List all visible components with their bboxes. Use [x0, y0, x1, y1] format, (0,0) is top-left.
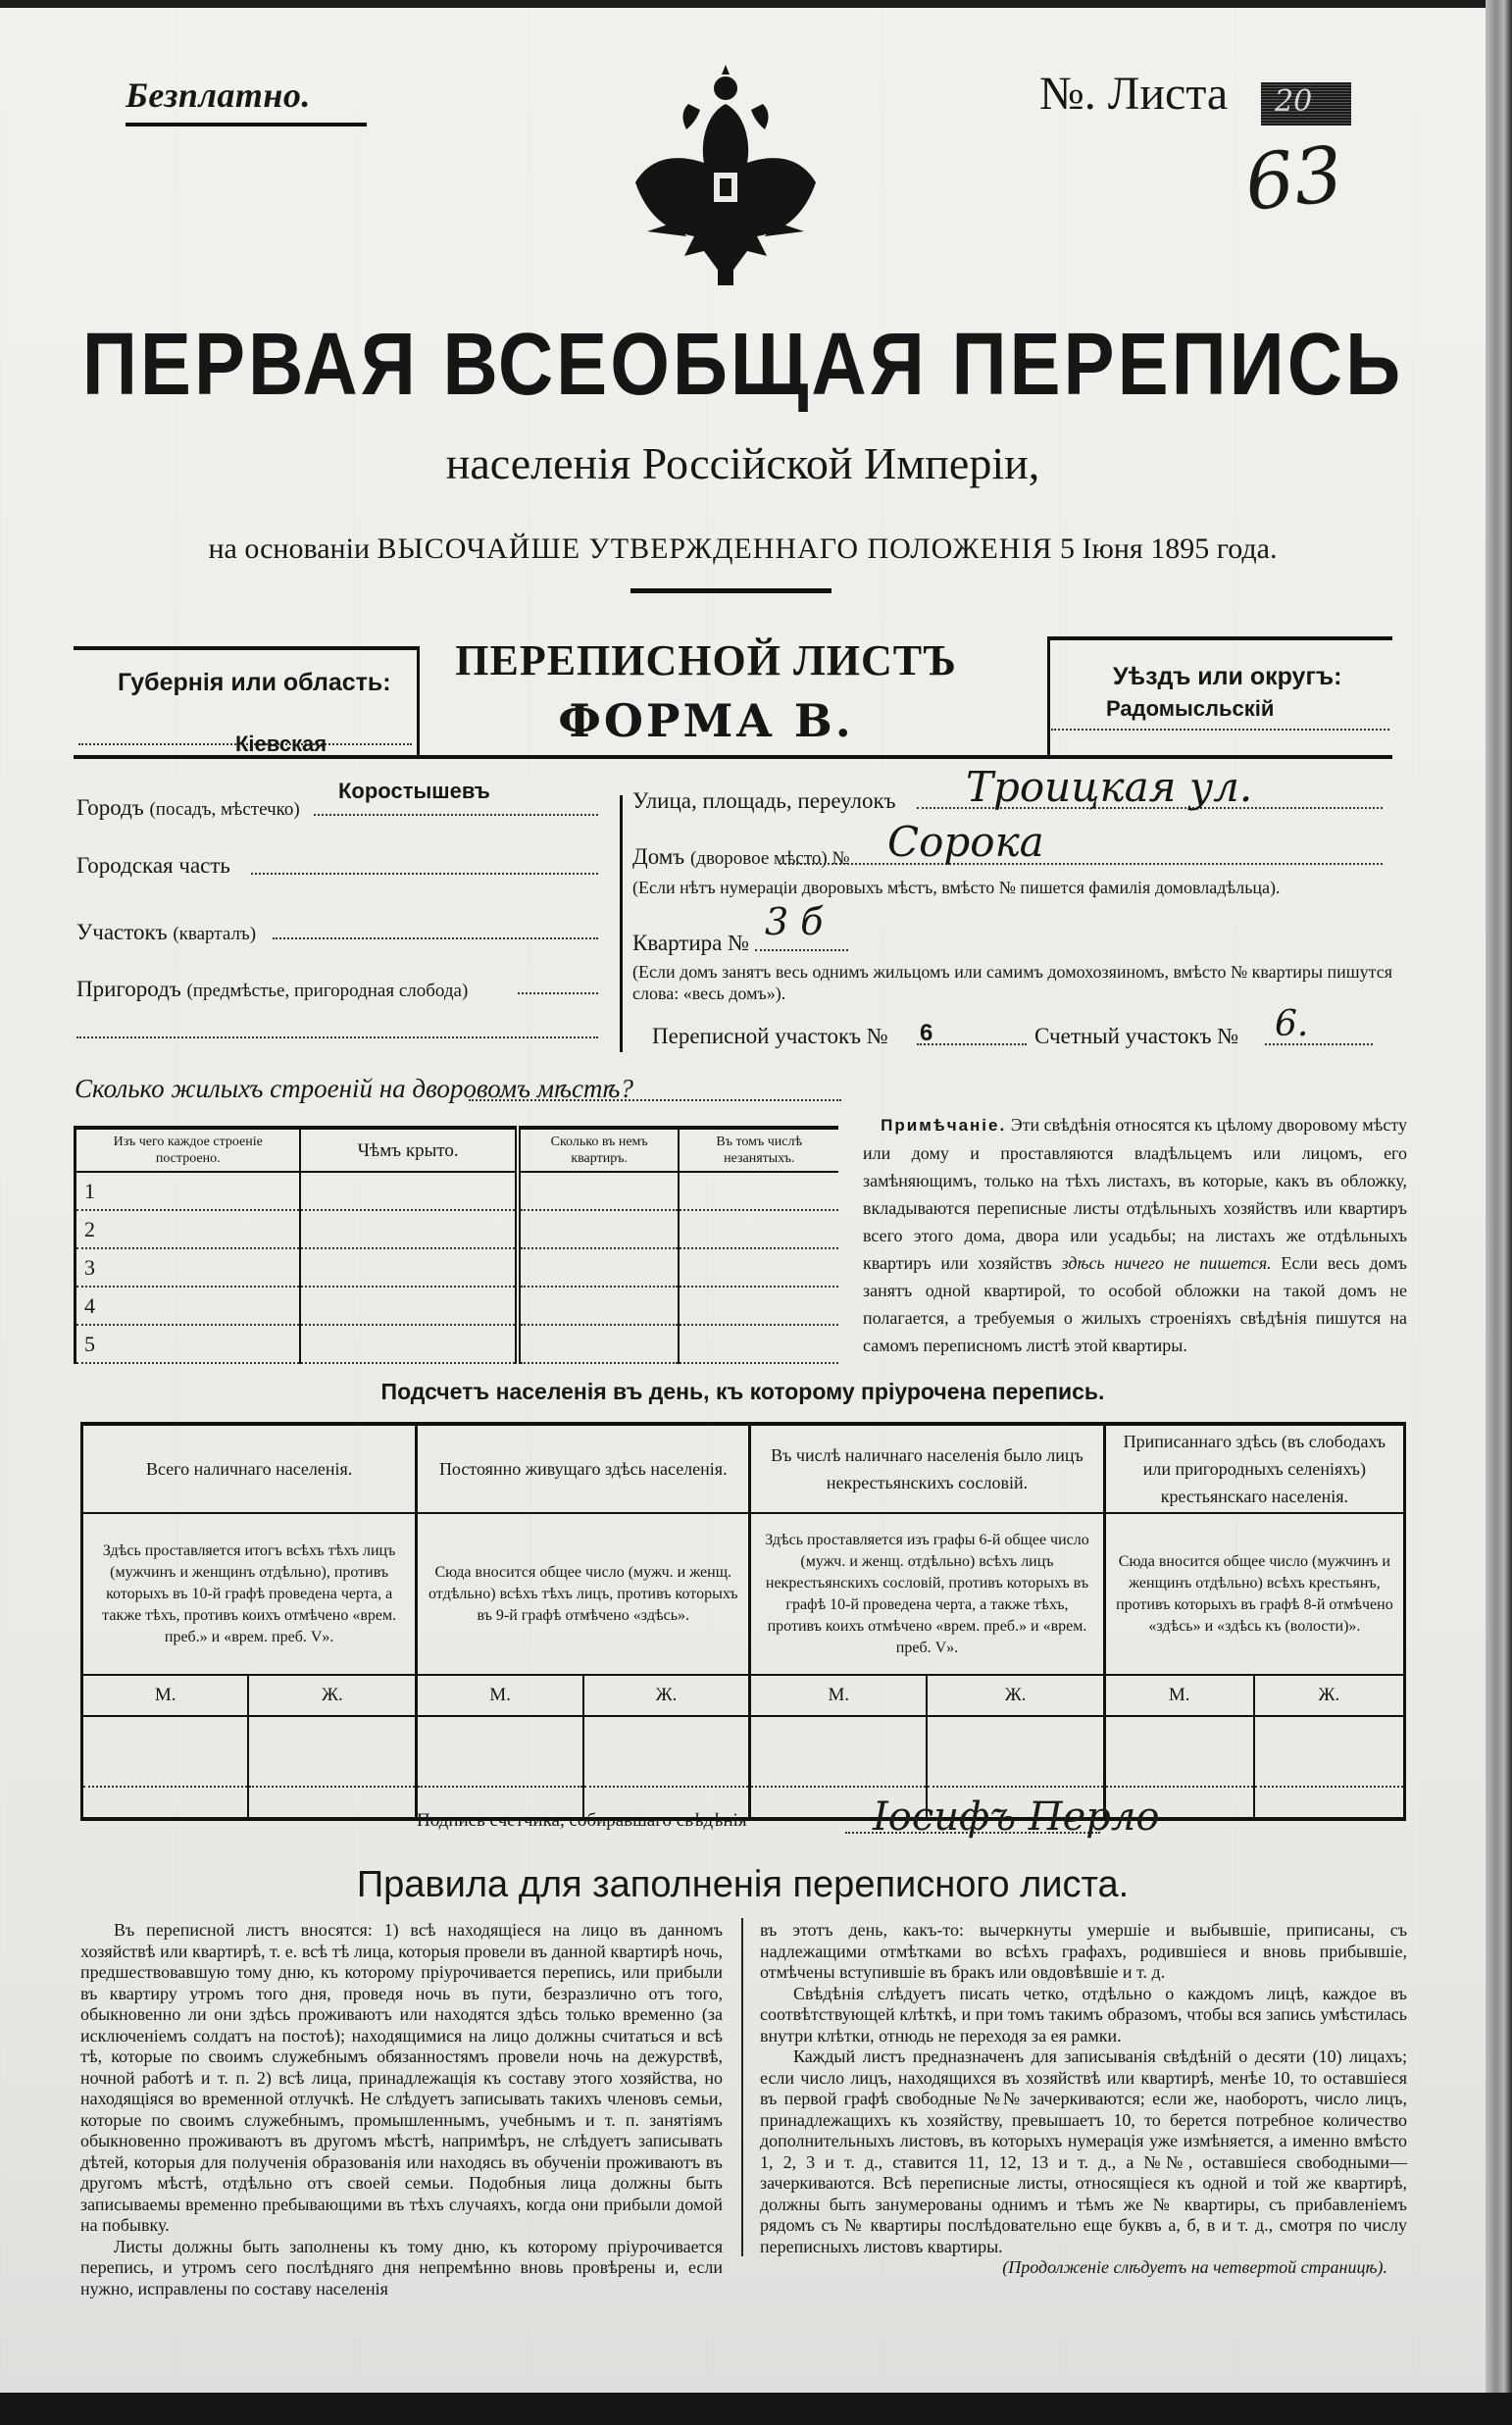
house-hint: (дворовое мѣсто) №: [689, 848, 850, 869]
group-description: Сюда вносится общее число (мужчинъ и женщинъ отдѣльно) всѣхъ крестьянъ, противъ которыхъ въ графѣ 8-й отмѣчено «здѣсь» и «здѣсь къ (волости)».: [1104, 1513, 1404, 1675]
gender-header-row: [82, 1675, 1405, 1716]
building-row: [76, 1210, 839, 1248]
precinct-label: [76, 920, 256, 945]
town-field-line: [314, 814, 598, 816]
district-top-rule: [1047, 636, 1392, 640]
precinct-label-text: Участокъ: [76, 920, 168, 944]
building-row: [76, 1287, 839, 1325]
rules-right-column: [760, 1920, 1407, 2279]
male-header: М.: [417, 1675, 583, 1716]
group-header: Постоянно живущаго здѣсь населенія.: [417, 1424, 750, 1513]
col-vacant: Въ томъ числѣ незанятыхъ.: [679, 1128, 838, 1172]
continued-note: (Продолженіе слѣдуетъ на четвертой страницѣ).: [1002, 2257, 1387, 2277]
district-divider: [1047, 636, 1050, 759]
spacer-cell: [82, 1787, 249, 1819]
apartment-value[interactable]: 3 б: [765, 900, 824, 943]
rules-title: Правила для заполненія переписного листа.: [356, 1864, 1130, 1905]
group-header: Всего наличнаго населенія.: [82, 1424, 417, 1513]
basis-decree: ВЫСОЧАЙШЕ УТВЕРЖДЕННАГО ПОЛОЖЕНІЯ: [377, 532, 1053, 565]
roof-cell[interactable]: [300, 1325, 517, 1363]
vacant-cell[interactable]: [679, 1325, 838, 1363]
town-hint: (посадъ, мѣстечко): [149, 799, 300, 820]
city-part-label: Городская часть: [76, 853, 230, 878]
suburb-field[interactable]: [518, 992, 598, 994]
group-header: Въ числѣ наличнаго населенія было лицъ некрестьянскихъ сословій.: [750, 1424, 1105, 1513]
female-header: Ж.: [248, 1675, 416, 1716]
male-count-cell[interactable]: [82, 1716, 249, 1787]
roof-cell[interactable]: [300, 1287, 517, 1325]
building-row-number: 2: [76, 1210, 301, 1248]
buildings-question: Сколько жилыхъ строеній на дворовомъ мѣстѣ?: [75, 1074, 633, 1103]
apartment-note: (Если домъ занятъ весь однимъ жильцомъ или самимъ домохозяиномъ, вмѣсто № квартиры пишутся слова: «весь домъ»).: [632, 962, 1392, 1003]
province-value[interactable]: Кіевская: [235, 732, 328, 756]
enumerator-signature-label: Подпись счетчика, собиравшаго свѣдѣнія: [417, 1810, 747, 1831]
male-count-cell[interactable]: [750, 1716, 928, 1787]
apartments-cell[interactable]: [518, 1248, 680, 1287]
note-label: Примѣчаніе.: [881, 1116, 1007, 1135]
sheet-number-label: №. Листа: [1039, 68, 1229, 120]
female-header: Ж.: [583, 1675, 750, 1716]
note-text-2: Если весь домъ занятъ одной квартирой, то особой обложки на такой домъ не полагается, а требуемыя о жилыхъ строеніяхъ свѣдѣнія пишутся на самомъ переписномъ листѣ этой квартиры.: [863, 1253, 1407, 1355]
form-subtitle: ФОРМА В.: [558, 694, 854, 747]
female-header: Ж.: [927, 1675, 1104, 1716]
address-column-divider: [620, 795, 623, 1052]
suburb-hint: (предмѣстье, пригородная слобода): [186, 981, 469, 1001]
basis-prefix: на основаніи: [208, 532, 371, 565]
province-top-rule: [74, 646, 417, 650]
vacant-cell[interactable]: [679, 1172, 838, 1210]
house-value[interactable]: Сорока: [887, 818, 1044, 866]
title-divider: [630, 588, 832, 593]
census-district-line: [917, 1043, 1027, 1045]
district-field-line: [1051, 729, 1389, 731]
building-row-number: 4: [76, 1287, 301, 1325]
note-text-1: Эти свѣдѣнія относятся къ цѣлому дворовому мѣсту или дому и проставляются владѣльцемъ или лицомъ, его замѣняющимъ, только на тѣхъ листахъ, въ которые, какъ въ обложку, вкладываются переписные листы отдѣльныхъ хозяйствъ или квартиръ всего этого дома, двора или усадьбы; на листахъ же отдѣльныхъ квартиръ или хозяйствъ: [863, 1115, 1408, 1273]
house-label-text: Домъ: [632, 844, 685, 869]
group-description: Сюда вносится общее число (мужч. и женщ. отдѣльно) всѣхъ тѣхъ лицъ, противъ которыхъ въ 9-й графѣ отмѣчено «здѣсь».: [417, 1513, 750, 1675]
roof-cell[interactable]: [300, 1172, 517, 1210]
building-row: [76, 1325, 839, 1363]
building-row: [76, 1172, 839, 1210]
building-row-number: 5: [76, 1325, 301, 1363]
suburb-label: [76, 977, 468, 1002]
free-of-charge-label: Безплатно.: [126, 76, 311, 115]
buildings-table: [74, 1126, 838, 1364]
counting-district-line: [1265, 1043, 1373, 1045]
population-count-table: [80, 1422, 1406, 1821]
rules-paragraph: Листы должны быть заполнены къ тому дню, къ которому пріурочивается перепись, и утромъ сего послѣдняго дня непремѣнно вновь провѣрены и, если нужно, исправлены по составу населенія: [80, 2236, 723, 2299]
scan-bottom-edge: [0, 2393, 1512, 2425]
rules-paragraph: въ этотъ день, какъ-то: вычеркнуты умершіе и выбывшіе, приписаны, съ надлежащими отмѣтками во всѣхъ графахъ, родившіеся и вновь прибывшіе, отмѣчены вступившіе въ бракъ или овдовѣвшіе и т. д.: [760, 1920, 1407, 1982]
apartments-cell[interactable]: [518, 1287, 680, 1325]
house-label: [632, 844, 850, 870]
rules-paragraph: Свѣдѣнія слѣдуетъ писать четко, отдѣльно о каждомъ лицѣ, каждое въ соотвѣтствующей клѣткѣ, и при томъ такимъ образомъ, чтобы вся запись умѣстилась внутри клѣтки, отнюдь не переходя за ея рамки.: [760, 1983, 1407, 2046]
census-sheet-page: [0, 8, 1486, 2400]
roof-cell[interactable]: [300, 1210, 517, 1248]
male-header: М.: [750, 1675, 928, 1716]
vacant-cell[interactable]: [679, 1287, 838, 1325]
page-number-handwritten: 63: [1240, 130, 1347, 228]
male-header: М.: [82, 1675, 249, 1716]
roof-cell[interactable]: [300, 1248, 517, 1287]
sheet-number-value[interactable]: 20: [1275, 84, 1313, 119]
building-row-number: 1: [76, 1172, 301, 1210]
col-material: Изъ чего каждое строеніе построено.: [76, 1128, 301, 1172]
col-roof: Чѣмъ крыто.: [300, 1128, 517, 1172]
apartments-cell[interactable]: [518, 1325, 680, 1363]
group-description: Здѣсь проставляется итогъ всѣхъ тѣхъ лицъ (мужчинъ и женщинъ отдѣльно), противъ которыхъ въ 10-й графѣ проведена черта, а также тѣхъ, противъ коихъ отмѣчено «врем. преб.» и «врем. преб. V».: [82, 1513, 417, 1675]
vacant-cell[interactable]: [679, 1210, 838, 1248]
town-value[interactable]: Коростышевъ: [338, 779, 490, 803]
count-values-row: [82, 1716, 1405, 1787]
precinct-field[interactable]: [273, 937, 598, 939]
free-label-underline: [126, 123, 367, 126]
population-count-title: Подсчетъ населенія въ день, къ которому пріурочена перепись.: [380, 1379, 1105, 1404]
group-header: Приписаннаго здѣсь (въ слободахъ или пригородныхъ селеніяхъ) крестьянскаго населенія.: [1104, 1424, 1404, 1513]
spacer-cell: [248, 1787, 416, 1819]
apartments-cell[interactable]: [518, 1172, 680, 1210]
female-count-cell[interactable]: [927, 1716, 1104, 1787]
page-binding-strip: [1486, 0, 1512, 2425]
col-apartments: Сколько въ немъ квартиръ.: [518, 1128, 680, 1172]
suburb-extra-line: [76, 1036, 598, 1038]
female-header: Ж.: [1254, 1675, 1405, 1716]
group-description: Здѣсь проставляется изъ графы 6-й общее число (мужч. и женщ. отдѣльно) всѣхъ лицъ некрестьянскихъ сословій, противъ которыхъ въ графѣ 10-й проведена черта, а также тѣхъ, противъ коихъ отмѣчено «врем. преб.» и «врем. преб. V».: [750, 1513, 1105, 1675]
building-row-number: 3: [76, 1248, 301, 1287]
precinct-hint: (кварталъ): [173, 924, 257, 944]
district-label: Уѣздъ или округъ:: [1113, 663, 1342, 690]
counting-district-value[interactable]: 6.: [1275, 1004, 1309, 1044]
enumerator-signature-value[interactable]: Іосифъ Перло: [873, 1794, 1160, 1840]
legal-basis-line: [0, 532, 1486, 566]
group-description-row: [82, 1513, 1405, 1675]
street-label: Улица, площадь, переулокъ: [632, 788, 896, 813]
female-count-cell[interactable]: [583, 1716, 750, 1787]
female-count-cell[interactable]: [1254, 1716, 1405, 1787]
buildings-note: [863, 1111, 1407, 1359]
province-label: Губернія или область:: [118, 669, 391, 696]
district-value[interactable]: Радомысльскій: [1106, 696, 1275, 721]
male-header: М.: [1104, 1675, 1253, 1716]
census-district-value[interactable]: 6: [920, 1020, 933, 1046]
female-count-cell[interactable]: [248, 1716, 416, 1787]
male-count-cell[interactable]: [417, 1716, 583, 1787]
male-count-cell[interactable]: [1104, 1716, 1253, 1787]
counting-district-label: Счетный участокъ №: [1034, 1024, 1239, 1048]
apartment-label: Квартира №: [632, 931, 750, 955]
house-note: (Если нѣтъ нумераціи дворовыхъ мѣстъ, вмѣсто № пишется фамилія домовладѣльца).: [632, 878, 1281, 897]
city-part-field[interactable]: [251, 873, 598, 875]
group-header-row: [82, 1424, 1405, 1513]
main-title: ПЕРВАЯ ВСЕОБЩАЯ ПЕРЕПИСЬ: [81, 314, 1404, 414]
vacant-cell[interactable]: [679, 1248, 838, 1287]
street-value[interactable]: Троицкая ул.: [966, 763, 1253, 811]
suburb-label-text: Пригородъ: [76, 977, 181, 1001]
apartments-cell[interactable]: [518, 1210, 680, 1248]
note-text-italic: здѣсь ничего не пишется.: [1061, 1253, 1272, 1273]
house-field-line: [780, 863, 1383, 865]
rules-column-divider: [741, 1918, 743, 2256]
rules-paragraph: Каждый листъ предназначенъ для записыванія свѣдѣній о десяти (10) лицахъ; если число лицъ, находящихся въ хозяйствѣ или квартирѣ, менѣе 10, то оставшіеся въ первой графѣ свободные №№ зачеркиваются; если же, наоборотъ, число лицъ, принадлежащихъ къ хозяйству, превышаетъ 10, то берется потребное количество дополнительныхъ листовъ, въ которыхъ нумерація уже измѣняется, а именно вмѣсто 1, 2, 3 и т. д., ставится 11, 12, 13 и т. д., а №№, оставшіеся свободными—зачеркиваются. Всѣ переписные листы, относящіеся къ одной и той же квартирѣ, должны быть занумерованы однимъ и тѣмъ же № квартиры, съ прибавленіемъ рядомъ съ № квартиры послѣдовательно еще буквъ а, б, в и т. д., смотря по числу переписныхъ листовъ квартиры.: [760, 2046, 1407, 2256]
buildings-answer-field[interactable]: [469, 1099, 841, 1101]
apartment-field-line: [755, 949, 848, 951]
town-label-text: Городъ: [76, 795, 144, 820]
double-headed-eagle-icon: [628, 65, 824, 290]
sub-title: населенія Россійской Имперіи,: [445, 438, 1040, 488]
building-row: [76, 1248, 839, 1287]
spacer-cell: [1254, 1787, 1405, 1819]
form-title: ПЕРЕПИСНОЙ ЛИСТЪ: [455, 636, 957, 684]
rules-left-column: [80, 1920, 723, 2299]
basis-date: 5 Іюня 1895 года.: [1059, 532, 1278, 565]
rules-paragraph: Въ переписной листъ вносятся: 1) всѣ находящіеся на лицо въ данномъ хозяйствѣ или квартирѣ, т. е. всѣ тѣ лица, которыя провели въ данной квартирѣ ночь, предшествовавшую тому дню, къ которому пріурочивается перепись, или прибыли въ квартиру утромъ того дня, проведя ночь въ пути, безразлично отъ того, обыкновенно ли они здѣсь проживаютъ или находятся здѣсь только временно (за исключеніемъ солдатъ на постоѣ); находящимися на лицо должны считаться и всѣ тѣ, которые по своимъ служебнымъ обязанностямъ провели ночь на дежурствѣ, ночной работѣ и т. п. 2) всѣ лица, принадлежащія къ составу этого хозяйства, но находящіяся во временной отлучкѣ. Не слѣдуетъ записывать такихъ членовъ семьи, которые по своимъ служебнымъ, промышленнымъ, учебнымъ и т. п. занятіямъ обыкновенно проживаютъ въ другомъ мѣстѣ, напримѣръ, не слѣдуетъ записывать дѣтей, которыя для полученія образованія или находясь въ обученіи проживаютъ въ другомъ мѣстѣ, отдѣльно отъ своей семьи. Подобныя лица должны быть записываемы временно пребывающими въ тѣхъ случаяхъ, когда они прибыли домой на побывку.: [80, 1920, 723, 2235]
census-district-label: Переписной участокъ №: [652, 1024, 888, 1048]
town-label: [76, 795, 300, 821]
buildings-table-header: [76, 1128, 839, 1172]
